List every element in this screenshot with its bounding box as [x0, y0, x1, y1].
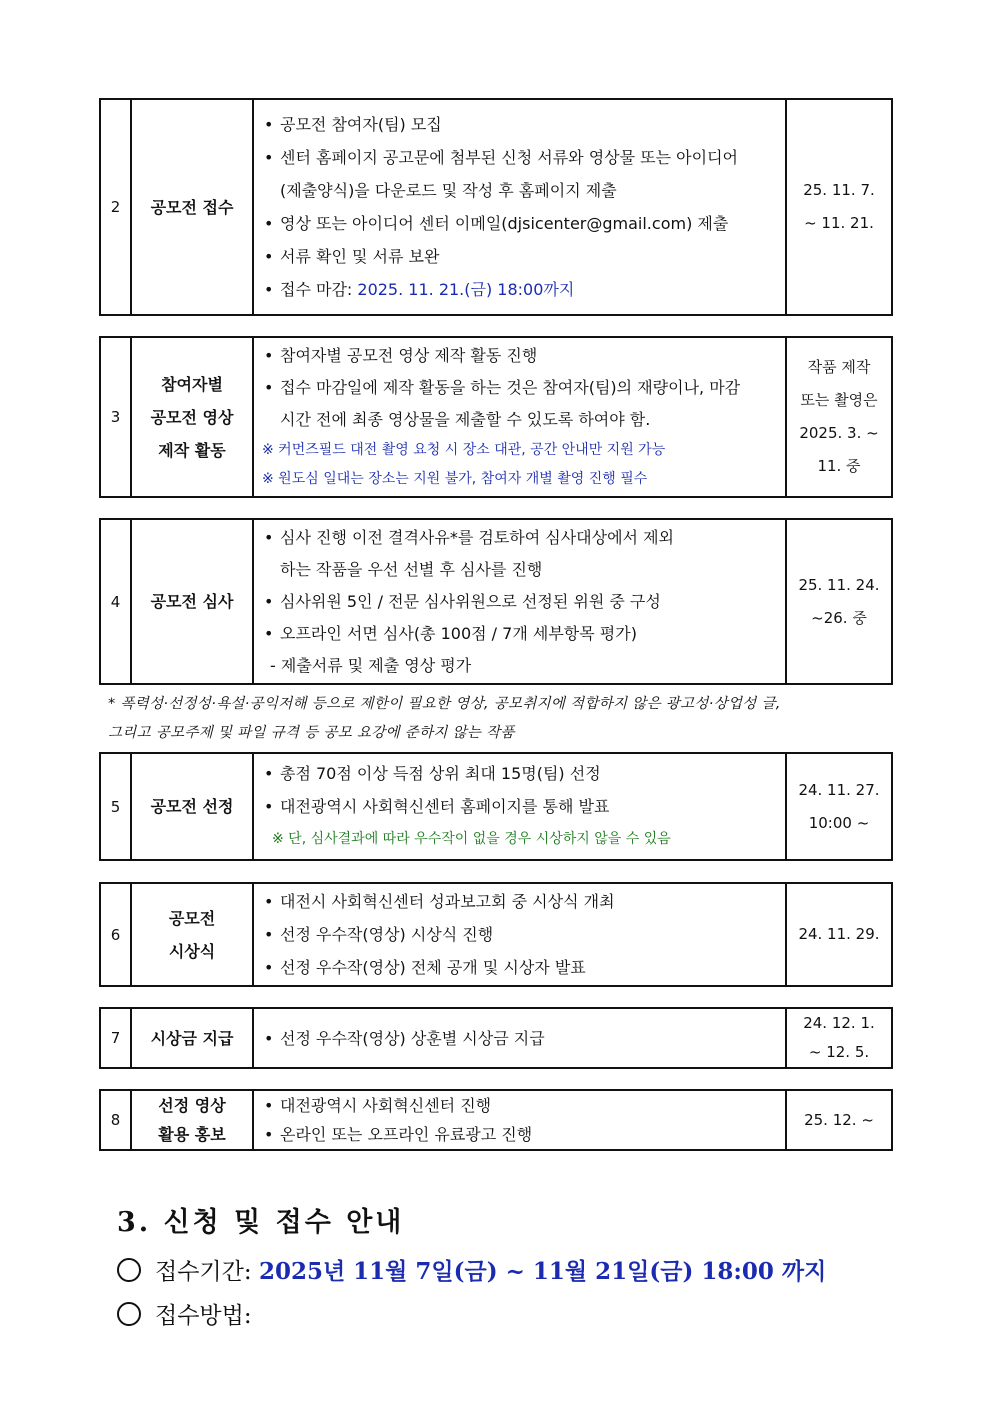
list-item: • 선정 우수작(영상) 시상식 진행 — [262, 918, 779, 951]
step-number: 2 — [100, 99, 131, 315]
list-item: • 총점 70점 이상 득점 상위 최대 15명(팀) 선정 — [262, 757, 779, 790]
step-number: 5 — [100, 753, 131, 860]
date-line: 2025. 3. ~ — [799, 424, 879, 442]
step-title-line: 제작 활동 — [158, 440, 226, 460]
step-date — [786, 1090, 892, 1150]
step-number: 7 — [100, 1008, 131, 1068]
list-subitem: - 제출서류 및 제출 영상 평가 — [270, 655, 472, 675]
step-title-line: 참여자별 — [161, 374, 223, 394]
step-table-7 — [99, 1007, 893, 1069]
date-line: 10:00 ~ — [808, 813, 870, 832]
date-line: 24. 12. 1. — [803, 1014, 875, 1032]
list-item-continued: (제출양식)을 다운로드 및 작성 후 홈페이지 제출 — [280, 181, 617, 200]
list-item: • 공모전 참여자(팀) 모집 — [262, 108, 779, 141]
date-line: 24. 11. 29. — [798, 925, 880, 943]
date-line: ~ 12. 5. — [808, 1043, 870, 1061]
date-line: 또는 촬영은 — [800, 391, 878, 409]
deadline-value: 2025. 11. 21.(금) 18:00까지 — [357, 280, 575, 299]
step-title-line: 활용 홍보 — [158, 1125, 226, 1144]
list-item — [262, 273, 779, 306]
step-number: 4 — [100, 519, 131, 684]
date-line: 작품 제작 — [807, 358, 871, 376]
note: ※ 커먼즈필드 대전 촬영 요청 시 장소 대관, 공간 안내만 지원 가능 — [262, 442, 666, 458]
step-content — [253, 1008, 786, 1068]
step-table-2 — [99, 98, 893, 316]
list-item: • 참여자별 공모전 영상 제작 활동 진행 — [262, 340, 779, 372]
list-item: • 대전시 사회혁신센터 성과보고회 중 시상식 개최 — [262, 885, 779, 918]
period-label: 접수기간: — [155, 1259, 259, 1285]
step-date — [786, 337, 892, 497]
deadline-label: 접수 마감: — [280, 280, 358, 299]
note: ※ 원도심 일대는 장소는 지원 불가, 참여자 개별 촬영 진행 필수 — [262, 471, 648, 487]
footnote-line: * 폭력성·선정성·욕설·공익저해 등으로 제한이 필요한 영상, 공모취지에 적합하지 않은 광고성·상업성 글, — [108, 696, 781, 712]
step-date — [786, 99, 892, 315]
method-label: 접수방법: — [155, 1303, 252, 1329]
circle-bullet-icon — [117, 1302, 141, 1326]
step-title — [131, 1008, 253, 1068]
date-line: 25. 12. ~ — [804, 1110, 874, 1129]
step-title-line: 공모전 영상 — [150, 407, 234, 427]
step-title-line: 시상금 지급 — [150, 1028, 234, 1048]
step-content — [253, 519, 786, 684]
date-line: 24. 11. 27. — [798, 780, 880, 799]
list-item: • 심사 진행 이전 결격사유*를 검토하여 심사대상에서 제외 — [262, 522, 779, 554]
circle-bullet-icon — [117, 1258, 141, 1282]
step-title-line: 시상식 — [168, 941, 216, 961]
period-row — [117, 1253, 826, 1286]
step-date — [786, 753, 892, 860]
list-item: • 영상 또는 아이디어 센터 이메일(djsicenter@gmail.com) 제출 — [262, 207, 779, 240]
step-title-line: 공모전 선정 — [150, 797, 234, 816]
list-item: • 온라인 또는 오프라인 유료광고 진행 — [262, 1120, 779, 1149]
step-number: 3 — [100, 337, 131, 497]
date-line: ~26. 중 — [811, 608, 867, 627]
step-date — [786, 519, 892, 684]
list-item-continued: 시간 전에 최종 영상물을 제출할 수 있도록 하여야 함. — [280, 410, 651, 429]
step-table-6 — [99, 882, 893, 987]
step-number: 8 — [100, 1090, 131, 1150]
list-item: • 선정 우수작(영상) 전체 공개 및 시상자 발표 — [262, 951, 779, 984]
step-table-4 — [99, 518, 893, 685]
date-line: 25. 11. 24. — [798, 575, 880, 594]
period-value: 2025년 11월 7일(금) ~ 11월 21일(금) 18:00 까지 — [258, 1258, 827, 1285]
method-row — [117, 1297, 252, 1330]
list-item: • 심사위원 5인 / 전문 심사위원으로 선정된 위원 중 구성 — [262, 586, 779, 618]
step-content — [253, 883, 786, 986]
date-line: 11. 중 — [817, 457, 861, 475]
step-content — [253, 753, 786, 860]
section-heading: 3. 신청 및 접수 안내 — [117, 1207, 405, 1238]
list-item: • 접수 마감일에 제작 활동을 하는 것은 참여자(팀)의 재량이나, 마감 — [262, 372, 779, 404]
list-item: • 센터 홈페이지 공고문에 첨부된 신청 서류와 영상물 또는 아이디어 — [262, 141, 779, 174]
date-line: 25. 11. 7. — [803, 181, 875, 199]
footnote-line: 그리고 공모주제 및 파일 규격 등 공모 요강에 준하지 않는 작품 — [108, 725, 515, 741]
list-item-continued: 하는 작품을 우선 선별 후 심사를 진행 — [280, 559, 543, 579]
step-content — [253, 99, 786, 315]
step-title — [131, 753, 253, 860]
step-title — [131, 99, 253, 315]
step-title — [131, 883, 253, 986]
step-table-3 — [99, 336, 893, 498]
list-item: • 선정 우수작(영상) 상훈별 시상금 지급 — [262, 1022, 779, 1055]
list-item: • 서류 확인 및 서류 보완 — [262, 240, 779, 273]
step-date — [786, 1008, 892, 1068]
footnote — [108, 690, 888, 748]
step-number: 6 — [100, 883, 131, 986]
step-table-5 — [99, 752, 893, 861]
list-item: • 오프라인 서면 심사(총 100점 / 7개 세부항목 평가) — [262, 618, 779, 650]
list-item: • 대전광역시 사회혁신센터 홈페이지를 통해 발표 — [262, 790, 779, 823]
step-title-line: 공모전 접수 — [150, 197, 234, 217]
step-content — [253, 1090, 786, 1150]
step-table-8 — [99, 1089, 893, 1151]
step-content — [253, 337, 786, 497]
step-title-line: 공모전 — [168, 908, 216, 928]
step-title — [131, 1090, 253, 1150]
note: ※ 단, 심사결과에 따라 우수작이 없을 경우 시상하지 않을 수 있음 — [272, 831, 671, 847]
date-line: ~ 11. 21. — [804, 214, 874, 232]
step-title-line: 공모전 심사 — [150, 592, 234, 611]
step-title — [131, 519, 253, 684]
step-date — [786, 883, 892, 986]
step-title-line: 선정 영상 — [158, 1096, 226, 1115]
list-item: • 대전광역시 사회혁신센터 진행 — [262, 1091, 779, 1120]
step-title — [131, 337, 253, 497]
